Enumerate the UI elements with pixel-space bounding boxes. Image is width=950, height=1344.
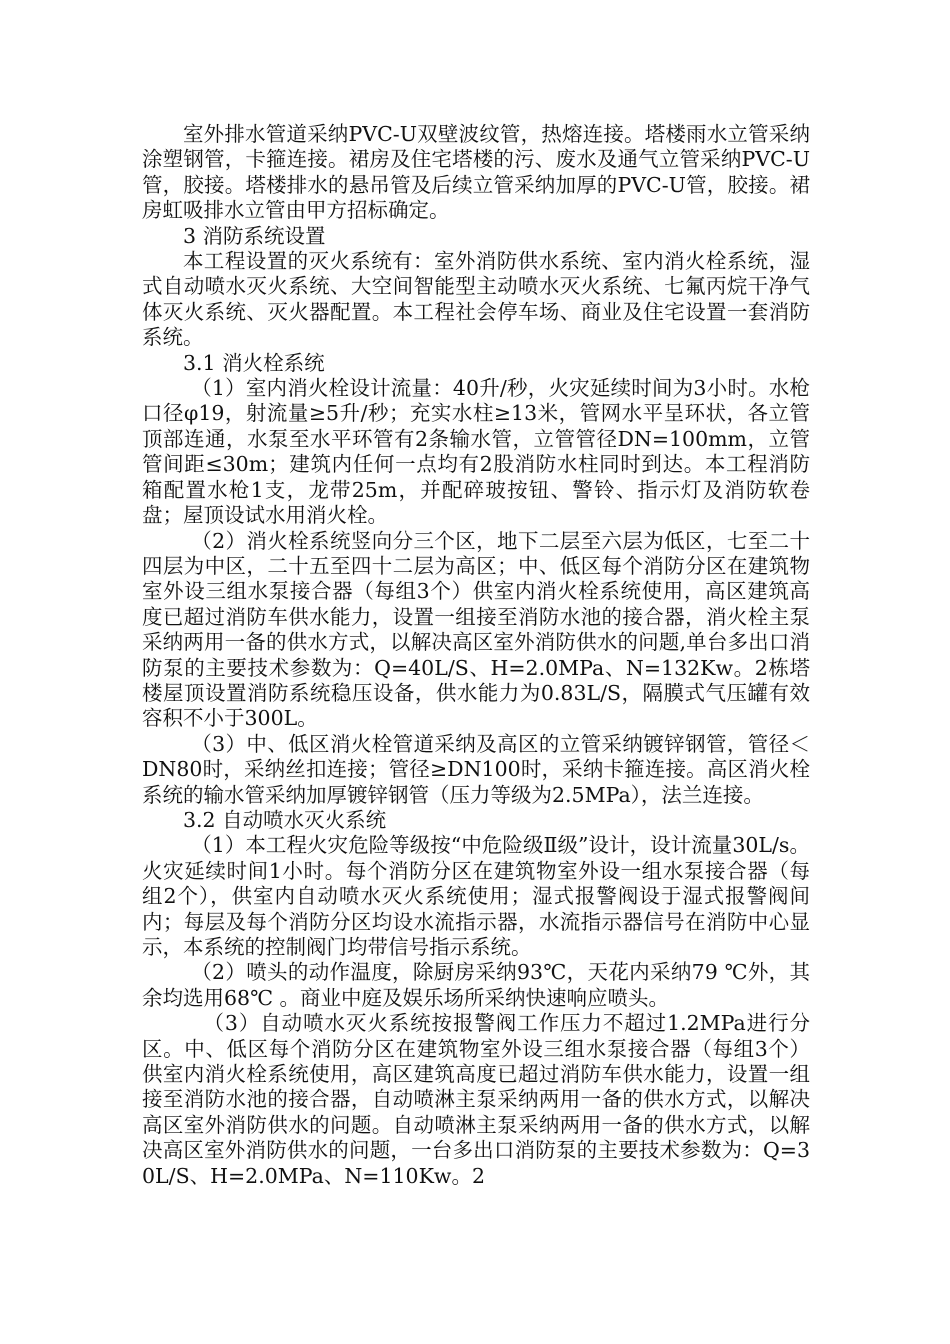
section-heading-fire-system: 3 消防系统设置 [183, 223, 326, 248]
paragraph-drainage-pipes: 室外排水管道采纳PVC-U双壁波纹管，热熔连接。塔楼雨水立管采纳涂塑钢管，卡箍连接。裙房及住宅塔楼的污、废水及通气立管采纳PVC-U管，胶接。塔楼排水的悬吊管及后续立管采纳加厚的PVC-U管，胶接。裙房虹吸排水立管由甲方招标确定。 [142, 122, 810, 223]
paragraph-sprinkler-item-2: （2）喷头的动作温度，除厨房采纳93℃，天花内采纳79 ℃外，其余均选用68℃ 。商业中庭及娱乐场所采纳快速响应喷头。 [142, 960, 810, 1010]
paragraph-hydrant-item-3: （3）中、低区消火栓管道采纳及高区的立管采纳镀锌钢管，管径＜DN80时，采纳丝扣连接；管径≥DN100时，采纳卡箍连接。高区消火栓系统的输水管采纳加厚镀锌钢管（压力等级为2.5MPa），法兰连接。 [142, 731, 810, 807]
subsection-heading-sprinkler: 3.2 自动喷水灭火系统 [183, 807, 387, 832]
document-body [142, 122, 810, 1189]
subsection-heading-hydrant: 3.1 消火栓系统 [183, 350, 325, 375]
paragraph-sprinkler-item-1: （1）本工程火灾危险等级按“中危险级Ⅱ级”设计，设计流量30L/s。火灾延续时间1小时。每个消防分区在建筑物室外设一组水泵接合器（每组2个），供室内自动喷水灭火系统使用；湿式报警阀设于湿式报警阀间内；每层及每个消防分区均设水流指示器，水流指示器信号在消防中心显示，本系统的控制阀门均带信号指示系统。 [142, 833, 810, 959]
paragraph-hydrant-item-2: （2）消火栓系统竖向分三个区，地下二层至六层为低区，七至二十四层为中区，二十五至四十二层为高区；中、低区每个消防分区在建筑物室外设三组水泵接合器（每组3个）供室内消火栓系统使用，高区建筑高度已超过消防车供水能力，设置一组接至消防水池的接合器，消火栓主泵采纳两用一备的供水方式，以解决高区室外消防供水的问题,单台多出口消防泵的主要技术参数为：Q=40L/S、H=2.0MPa、N=132Kw。2栋塔楼屋顶设置消防系统稳压设备，供水能力为0.83L/S，隔膜式气压罐有效容积不小于300L。 [142, 528, 810, 731]
paragraph-fire-system-overview: 本工程设置的灭火系统有：室外消防供水系统、室内消火栓系统，湿式自动喷水灭火系统、大空间智能型主动喷水灭火系统、七氟丙烷干净气体灭火系统、灭火器配置。本工程社会停车场、商业及住宅设置一套消防系统。 [142, 249, 810, 350]
paragraph-hydrant-item-1: （1）室内消火栓设计流量：40升/秒，火灾延续时间为3小时。水枪口径φ19，射流量≥5升/秒；充实水柱≥13米，管网水平呈环状，各立管顶部连通，水泵至水平环管有2条输水管，立管管径DN=100mm，立管管间距≤30m；建筑内任何一点均有2股消防水柱同时到达。本工程消防箱配置水枪1支，龙带25m，并配碎玻按钮、警铃、指示灯及消防软卷盘；屋顶设试水用消火栓。 [142, 376, 810, 528]
paragraph-sprinkler-item-3: （3）自动喷水灭火系统按报警阀工作压力不超过1.2MPa进行分区。中、低区每个消防分区在建筑物室外设三组水泵接合器（每组3个）供室内消火栓系统使用，高区建筑高度已超过消防车供水能力，设置一组接至消防水池的接合器，自动喷淋主泵采纳两用一备的供水方式，以解决高区室外消防供水的问题。自动喷淋主泵采纳两用一备的供水方式，以解决高区室外消防供水的问题，一台多出口消防泵的主要技术参数为：Q=30L/S、H=2.0MPa、N=110Kw。2 [142, 1011, 810, 1188]
